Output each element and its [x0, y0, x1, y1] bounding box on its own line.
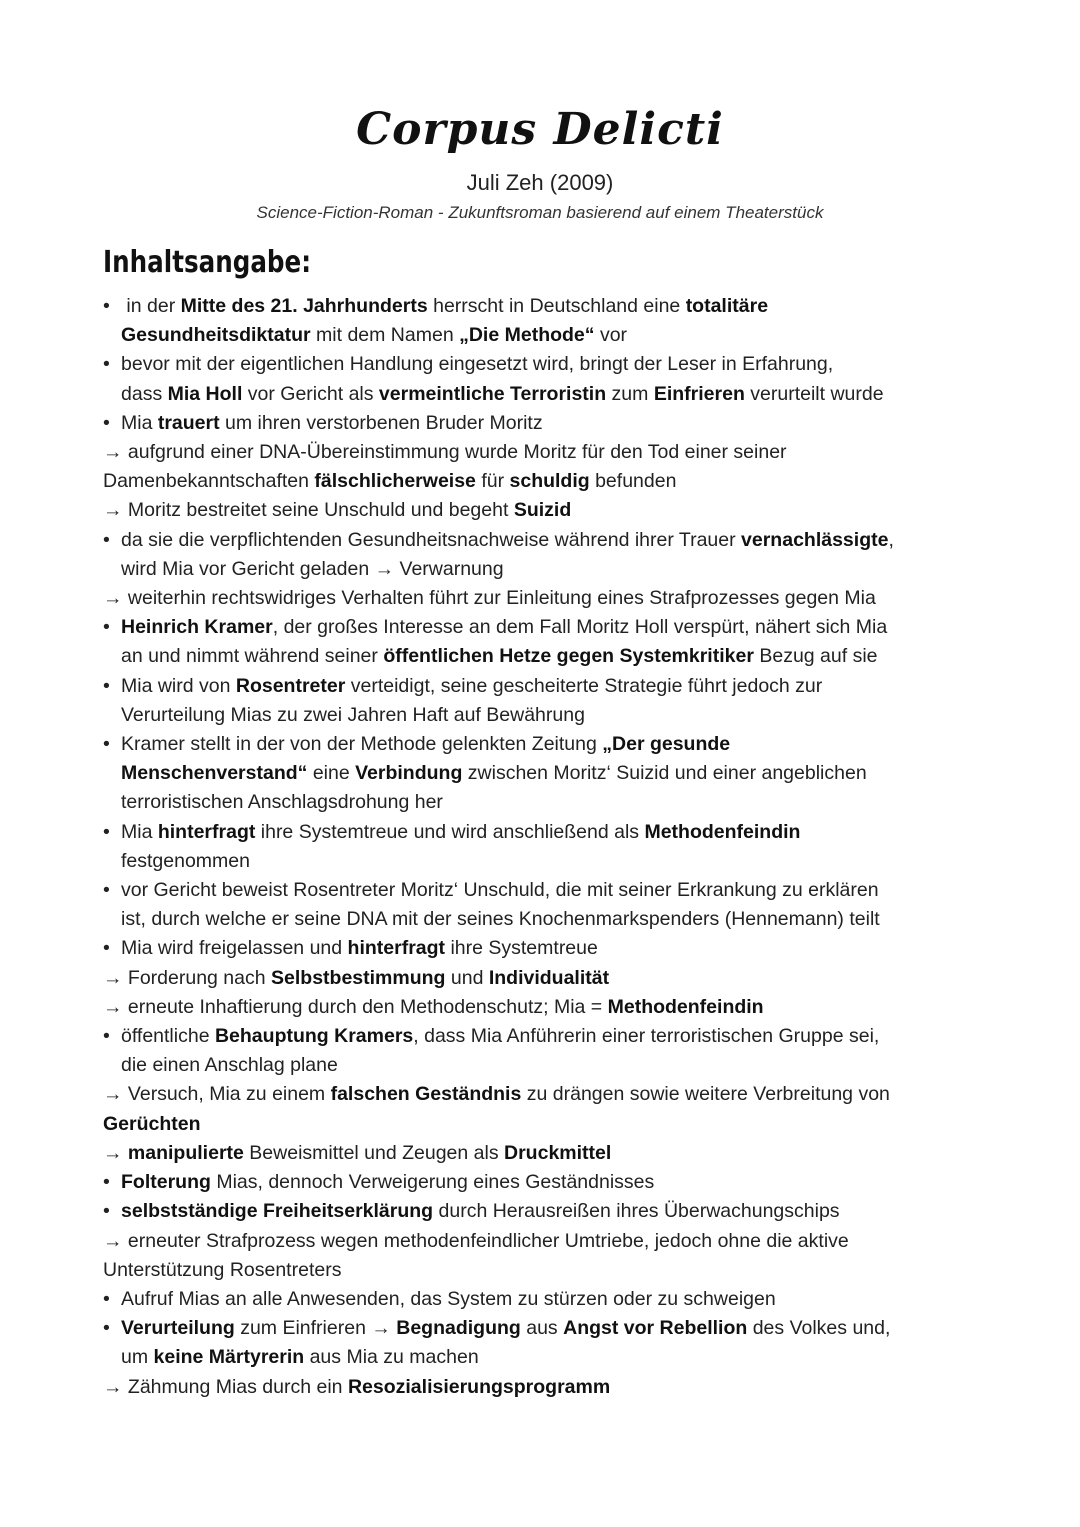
bold-text: „Die Methode“: [459, 324, 595, 347]
bold-text: vernachlässigte: [741, 528, 889, 551]
text-segment: → Versuch, Mia zu einem: [103, 1083, 331, 1106]
text-line: [121, 730, 983, 759]
text-line: [121, 876, 983, 905]
text-line: [103, 1373, 983, 1402]
arrow-item: [103, 993, 983, 1022]
text-segment: → aufgrund einer DNA-Übereinstimmung wurde Moritz für den Tod einer seiner: [103, 441, 787, 464]
bullet-item: [103, 526, 983, 584]
bold-text: Selbstbestimmung: [271, 966, 446, 989]
bold-text: Angst vor Rebellion: [563, 1317, 748, 1340]
text-segment: öffentliche: [121, 1025, 215, 1048]
text-segment: Mia: [121, 411, 158, 434]
text-line: [121, 555, 983, 584]
bold-text: Einfrieren: [653, 382, 745, 405]
text-segment: für: [475, 470, 510, 493]
bullet-item: [103, 1197, 983, 1226]
bold-text: falschen Geständnis: [330, 1083, 522, 1106]
summary-list: [103, 292, 983, 1402]
text-segment: Kramer stellt in der von der Methode gelenkten Zeitung: [121, 733, 603, 756]
bold-text: Verbindung: [355, 762, 463, 785]
text-segment: terroristischen Anschlagsdrohung her: [121, 791, 443, 814]
text-segment: → erneuter Strafprozess wegen methodenfeindlicher Umtriebe, jedoch ohne die aktive: [103, 1229, 849, 1252]
text-segment: Aufruf Mias an alle Anwesenden, das System zu stürzen oder zu schweigen: [121, 1287, 776, 1310]
text-line: [121, 1343, 983, 1372]
text-line: [121, 1314, 983, 1343]
text-line: [121, 759, 983, 788]
text-segment: da sie die verpflichtenden Gesundheitsnachweise während ihrer Trauer: [121, 528, 742, 551]
bold-text: Resozialisierungsprogramm: [347, 1375, 611, 1398]
text-line: [103, 1139, 983, 1168]
text-segment: und: [445, 966, 489, 989]
bold-text: Rosentreter: [235, 674, 346, 697]
text-segment: → Zähmung Mias durch ein: [103, 1375, 348, 1398]
bullet-item: [103, 818, 983, 876]
bold-text: fälschlicherweise: [314, 470, 476, 493]
text-segment: Mias, dennoch Verweigerung eines Geständnisses: [210, 1171, 655, 1194]
text-segment: festgenommen: [121, 849, 250, 872]
text-segment: Verurteilung Mias zu zwei Jahren Haft auf Bewährung: [121, 703, 585, 726]
text-segment: zum Einfrieren →: [234, 1317, 397, 1340]
text-line: [121, 350, 983, 379]
bold-text: Heinrich Kramer: [121, 616, 273, 639]
bold-text: trauert: [157, 411, 220, 434]
text-line: [103, 467, 983, 496]
text-line: [121, 701, 983, 730]
bold-text: Mia Holl: [167, 382, 243, 405]
bold-text: Gesundheitsdiktatur: [121, 324, 311, 347]
text-segment: zum: [606, 382, 654, 405]
text-line: [121, 905, 983, 934]
arrow-item: [103, 584, 983, 613]
text-line: [121, 847, 983, 876]
document-title: Corpus Delicti: [356, 104, 724, 155]
text-segment: um: [121, 1346, 154, 1369]
bold-text: Menschenverstand“: [121, 762, 308, 785]
text-segment: in der: [121, 295, 181, 317]
bullet-item: [103, 1285, 983, 1314]
bold-text: Verurteilung: [121, 1317, 235, 1340]
bullet-item: [103, 672, 983, 730]
text-segment: vor Gericht als: [242, 382, 379, 405]
document-subtitle: Science-Fiction-Roman - Zukunftsroman basierend auf einem Theaterstück: [256, 203, 824, 222]
text-segment: → erneute Inhaftierung durch den Methodenschutz; Mia =: [103, 995, 608, 1018]
arrow-item: [103, 1373, 983, 1402]
text-segment: ist, durch welche er seine DNA mit der seines Knochenmarkspenders (Hennemann) teilt: [121, 908, 880, 931]
bullet-item: [103, 1168, 983, 1197]
bold-text: hinterfragt: [347, 937, 446, 960]
text-segment: verteidigt, seine gescheiterte Strategie führt jedoch zur: [345, 674, 823, 697]
text-line: [121, 672, 983, 701]
text-segment: die einen Anschlag plane: [121, 1054, 338, 1077]
text-line: [103, 1080, 983, 1109]
text-segment: durch Herausreißen ihres Überwachungschips: [433, 1200, 840, 1223]
text-segment: →: [103, 1141, 128, 1164]
text-line: [103, 1227, 983, 1256]
text-segment: → Forderung nach: [103, 966, 272, 989]
text-segment: des Volkes und,: [747, 1317, 891, 1340]
bullet-item: [103, 409, 983, 438]
text-line: [121, 526, 983, 555]
text-segment: herrscht in Deutschland eine: [427, 295, 686, 317]
text-line: [103, 438, 983, 467]
text-segment: zu drängen sowie weitere Verbreitung von: [521, 1083, 890, 1106]
arrow-item: [103, 1227, 983, 1285]
text-line: [121, 1051, 983, 1080]
bullet-item: [103, 876, 983, 934]
text-segment: bevor mit der eigentlichen Handlung eingesetzt wird, bringt der Leser in Erfahrung,: [121, 353, 834, 376]
text-line: [121, 1022, 983, 1051]
arrow-item: [103, 964, 983, 993]
text-segment: befunden: [589, 470, 677, 493]
text-line: [121, 292, 983, 321]
bold-text: manipulierte: [127, 1141, 244, 1164]
text-line: [121, 934, 983, 963]
bold-text: Individualität: [488, 966, 610, 989]
text-segment: Unterstützung Rosentreters: [103, 1258, 342, 1281]
text-line: [103, 1256, 983, 1285]
text-segment: Beweismittel und Zeugen als: [243, 1141, 505, 1164]
bold-text: „Der gesunde: [602, 733, 731, 756]
text-segment: → weiterhin rechtswidriges Verhalten führt zur Einleitung eines Strafprozesses gegen Mia: [103, 587, 876, 610]
text-segment: Damenbekanntschaften: [103, 470, 315, 493]
arrow-item: [103, 1080, 983, 1138]
text-segment: Mia wird freigelassen und: [121, 937, 348, 960]
text-segment: , dass Mia Anführerin einer terroristischen Gruppe sei,: [413, 1025, 880, 1048]
text-segment: verurteilt wurde: [744, 382, 884, 405]
text-line: [121, 1168, 983, 1197]
text-line: [121, 321, 983, 350]
text-segment: ihre Systemtreue: [445, 937, 598, 960]
bold-text: totalitäre: [685, 295, 769, 317]
bullet-item: [103, 1022, 983, 1080]
text-segment: Bezug auf sie: [753, 645, 878, 668]
text-segment: ,: [888, 528, 894, 551]
bold-text: vermeintliche Terroristin: [378, 382, 607, 405]
bullet-item: [103, 292, 983, 350]
bullet-item: [103, 934, 983, 963]
text-segment: zwischen Moritz‘ Suizid und einer angeblichen: [462, 762, 867, 785]
bullet-item: [103, 730, 983, 818]
text-line: [121, 1197, 983, 1226]
text-line: [121, 1285, 983, 1314]
text-segment: um ihren verstorbenen Bruder Moritz: [219, 411, 543, 434]
document-author: Juli Zeh (2009): [466, 170, 614, 195]
bold-text: Gerüchten: [103, 1112, 201, 1135]
bold-text: Druckmittel: [504, 1141, 612, 1164]
bold-text: Behauptung Kramers: [214, 1025, 414, 1048]
text-line: [121, 409, 983, 438]
text-line: [103, 496, 983, 525]
text-line: [121, 818, 983, 847]
text-line: [103, 1110, 983, 1139]
bold-text: öffentlichen Hetze gegen Systemkritiker: [383, 645, 754, 668]
text-line: [121, 380, 983, 409]
text-segment: an und nimmt während seiner: [121, 645, 384, 668]
text-segment: vor Gericht beweist Rosentreter Moritz‘ Unschuld, die mit seiner Erkrankung zu erklären: [121, 879, 879, 902]
text-segment: Mia wird von: [121, 674, 236, 697]
bold-text: Folterung: [121, 1171, 211, 1194]
text-segment: eine: [307, 762, 356, 785]
text-segment: vor: [594, 324, 628, 347]
bold-text: Begnadigung: [396, 1317, 521, 1340]
bold-text: selbstständige Freiheitserklärung: [121, 1200, 434, 1223]
text-line: [103, 993, 983, 1022]
bullet-item: [103, 613, 983, 671]
text-segment: mit dem Namen: [310, 324, 460, 347]
text-line: [103, 584, 983, 613]
text-segment: ihre Systemtreue und wird anschließend als: [255, 820, 645, 843]
arrow-item: [103, 1139, 983, 1168]
arrow-item: [103, 438, 983, 496]
bold-text: Methodenfeindin: [607, 995, 764, 1018]
text-segment: aus Mia zu machen: [304, 1346, 479, 1369]
arrow-item: [103, 496, 983, 525]
text-line: [121, 642, 983, 671]
text-line: [121, 788, 983, 817]
bold-text: Methodenfeindin: [644, 820, 801, 843]
bold-text: keine Märtyrerin: [153, 1346, 305, 1369]
text-line: [103, 964, 983, 993]
bullet-item: [103, 1314, 983, 1372]
bold-text: Mitte des 21. Jahrhunderts: [180, 295, 428, 317]
bullet-item: [103, 350, 983, 408]
text-segment: aus: [520, 1317, 564, 1340]
text-segment: wird Mia vor Gericht geladen → Verwarnung: [121, 557, 504, 580]
text-segment: → Moritz bestreitet seine Unschuld und begeht: [103, 499, 514, 522]
text-line: [121, 613, 983, 642]
bold-text: Suizid: [513, 499, 572, 522]
section-heading: Inhaltsangabe:: [103, 245, 312, 280]
text-segment: Mia: [121, 820, 158, 843]
text-segment: dass: [121, 382, 168, 405]
bold-text: schuldig: [509, 470, 590, 493]
bold-text: hinterfragt: [157, 820, 256, 843]
text-segment: , der großes Interesse an dem Fall Moritz Holl verspürt, nähert sich Mia: [272, 616, 888, 639]
